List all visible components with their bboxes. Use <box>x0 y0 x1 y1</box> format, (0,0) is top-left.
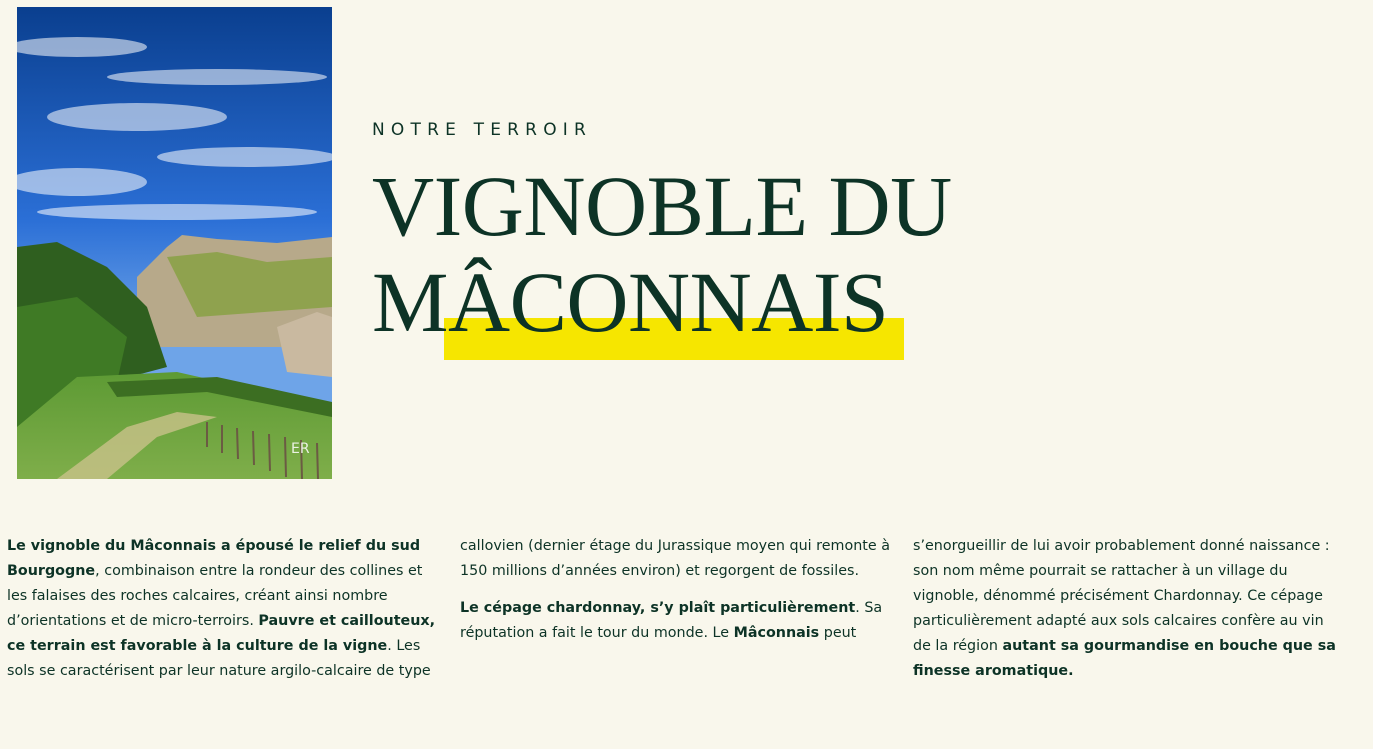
section-eyebrow: NOTRE TERROIR <box>372 120 592 140</box>
paragraph <box>460 534 890 584</box>
bold-text: Le cépage chardonnay, s’y plaît particulièrement <box>460 600 856 616</box>
title-line-1: VIGNOBLE DU <box>372 158 952 254</box>
bold-text: autant sa gourmandise en bouche que sa finesse aromatique. <box>913 638 1336 679</box>
text-column-3 <box>913 534 1343 696</box>
text-column-2 <box>460 534 890 658</box>
paragraph <box>7 534 437 684</box>
body-text: . Les sols se caractérisent par leur nature argilo-calcaire de type <box>7 638 431 679</box>
vineyard-photo <box>17 7 332 479</box>
photographer-watermark: ER <box>291 441 310 457</box>
body-text: , combinaison entre la rondeur des collines et les falaises des roches calcaires, créant ainsi nombre d’orientations et de micro-terroirs. <box>7 563 423 629</box>
bold-text: Mâconnais <box>733 625 820 641</box>
paragraph <box>913 534 1343 684</box>
bold-text: Pauvre et caillouteux, ce terrain est favorable à la culture de la vigne <box>7 613 436 654</box>
title-line-2: MÂCONNAIS <box>372 254 889 350</box>
text-column-1 <box>7 534 437 696</box>
paragraph <box>460 596 890 646</box>
body-text: peut <box>819 625 857 641</box>
bold-text: Le vignoble du Mâconnais a épousé le relief du sud Bourgogne <box>7 538 421 579</box>
vineyard-illustration <box>17 7 332 479</box>
body-text: s’enorgueillir de lui avoir probablement donné naissance : son nom même pourrait se rattacher à un village du vignoble, dénommé précisément Chardonnay. Ce cépage particulièrement adapté aux sols calcaires confère au vin de la région <box>913 538 1330 654</box>
body-text: callovien (dernier étage du Jurassique moyen qui remonte à 150 millions d’années environ) et regorgent de fossiles. <box>460 538 890 579</box>
body-text: . Sa réputation a fait le tour du monde. Le <box>460 600 883 641</box>
page-title <box>372 158 952 350</box>
